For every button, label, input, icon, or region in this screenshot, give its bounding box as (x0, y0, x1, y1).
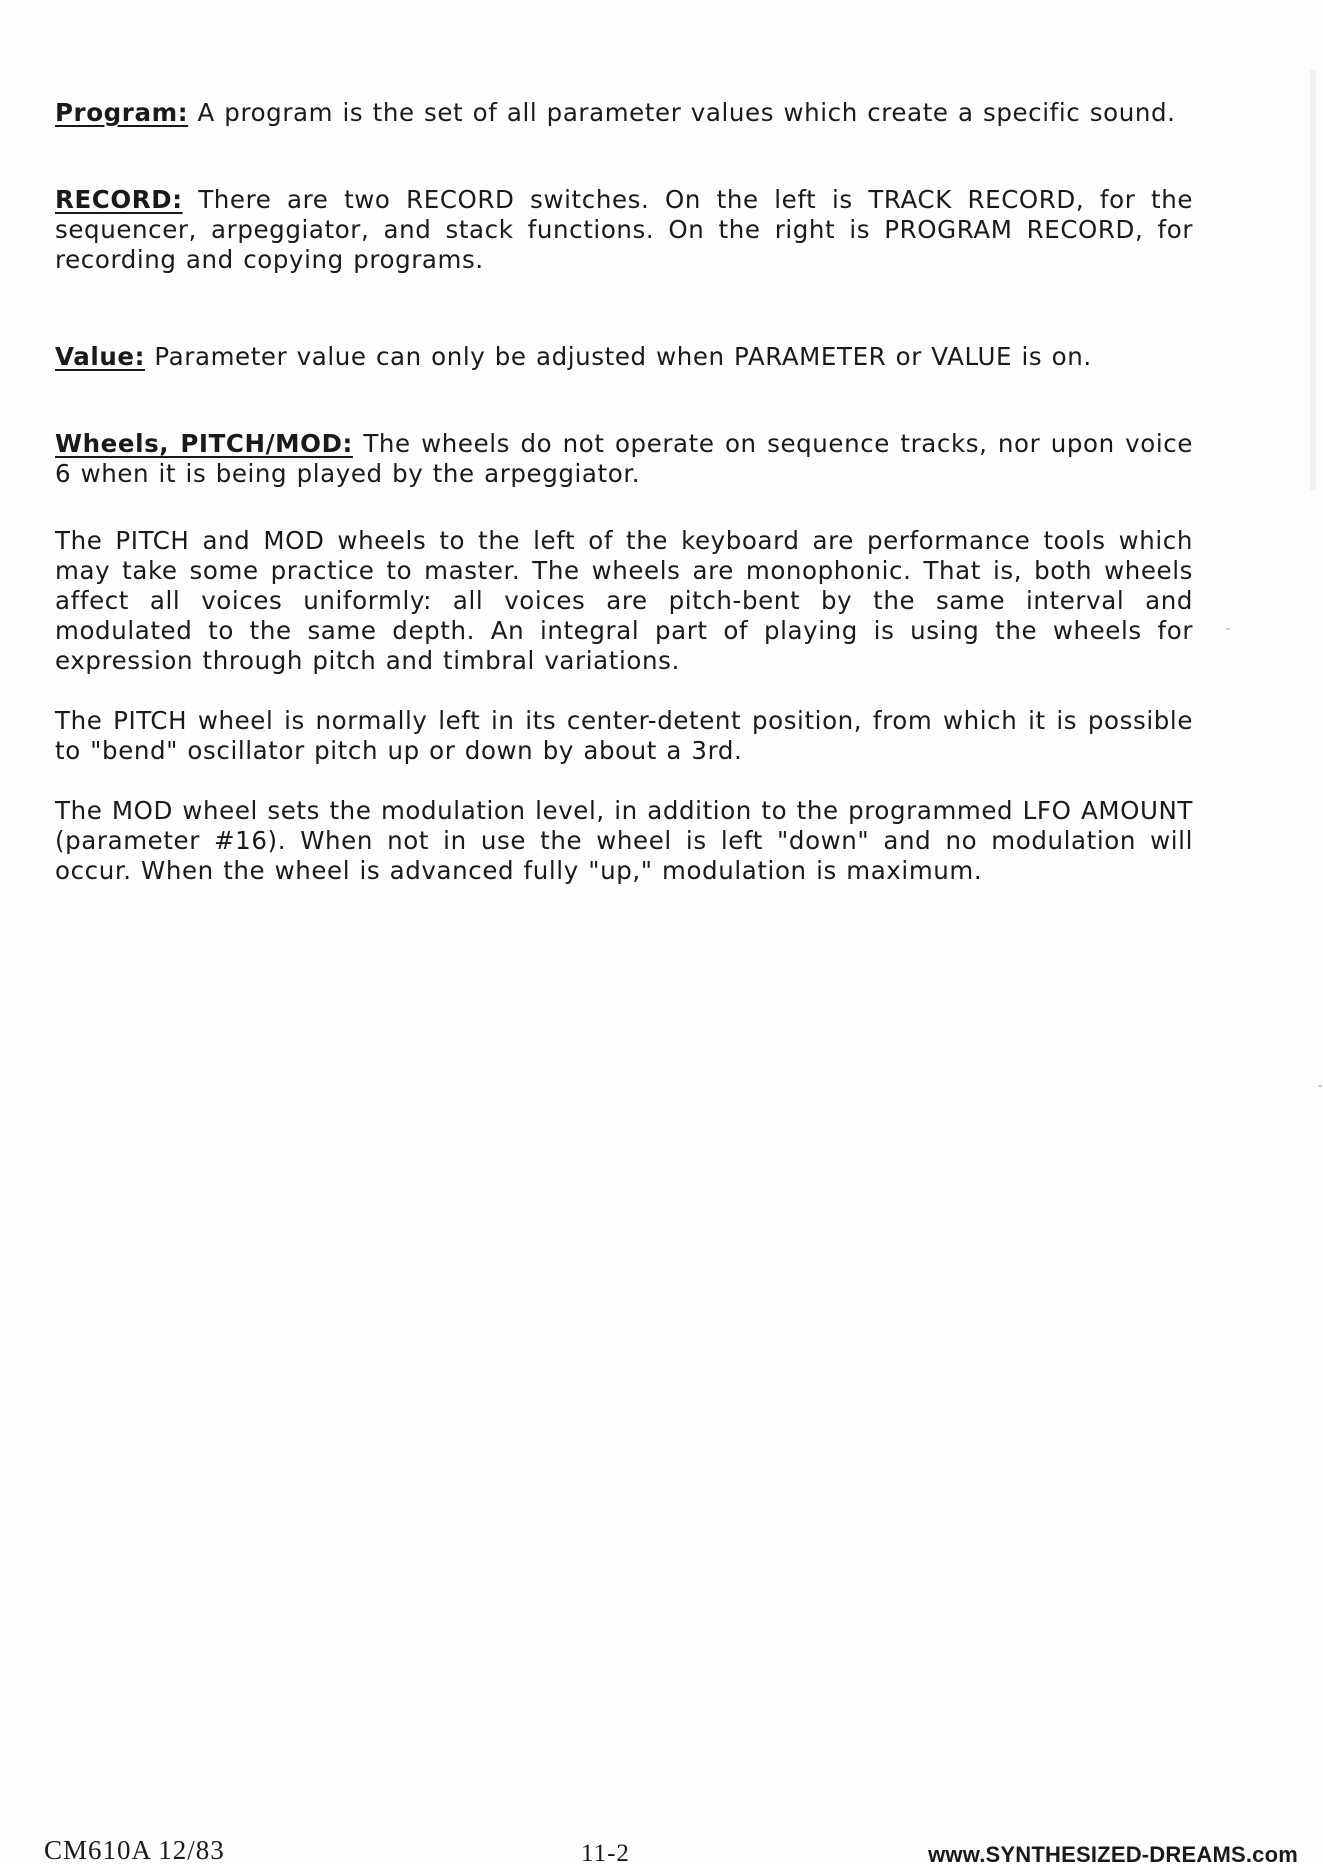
term-definition: Parameter value can only be adjusted when PARAMETER or VALUE is on. (145, 342, 1092, 371)
glossary-entry-program (55, 98, 1193, 128)
term-label: Program: (55, 98, 189, 127)
glossary-entry-value (55, 342, 1193, 372)
term-label: RECORD: (55, 185, 183, 214)
scan-speck (1226, 628, 1230, 630)
term-definition: There are two RECORD switches. On the left is TRACK RECORD, for the sequencer, arpeggiator, and stack functions. On the right is PROGRAM RECORD, for recording and copying programs. (55, 185, 1193, 274)
glossary-entry-record (55, 185, 1193, 275)
glossary-entry-wheels (55, 429, 1193, 489)
footer-document-code: CM610A 12/83 (44, 1835, 225, 1865)
body-paragraph-wheels-overview: The PITCH and MOD wheels to the left of the keyboard are performance tools which may take some practice to master. The wheels are monophonic. That is, both wheels affect all voices uniformly: all voices are pitch-bent by the same interval and modulated to the same depth. An integral part of playing is using the wheels for expression through pitch and timbral variations. (55, 526, 1193, 675)
term-definition: The wheels do not operate on sequence tracks, nor upon voice 6 when it is being played by the arpeggiator. (55, 429, 1193, 488)
page-content (55, 98, 1193, 886)
footer-page-number: 11-2 (581, 1840, 630, 1867)
footer-website: www.SYNTHESIZED-DREAMS.com (928, 1842, 1298, 1867)
term-definition: A program is the set of all parameter values which create a specific sound. (188, 98, 1176, 127)
scan-speck (1310, 70, 1316, 490)
term-label: Wheels, PITCH/MOD: (55, 429, 353, 458)
scan-speck (1318, 1085, 1322, 1087)
body-paragraph-pitch-wheel: The PITCH wheel is normally left in its center-detent position, from which it is possible to "bend" oscillator pitch up or down by about a 3rd. (55, 706, 1193, 765)
term-label: Value: (55, 342, 146, 371)
body-paragraph-mod-wheel: The MOD wheel sets the modulation level, in addition to the programmed LFO AMOUNT (parameter #16). When not in use the wheel is left "down" and no modulation will occur. When the wheel is advanced fully "up," modulation is maximum. (55, 796, 1193, 885)
